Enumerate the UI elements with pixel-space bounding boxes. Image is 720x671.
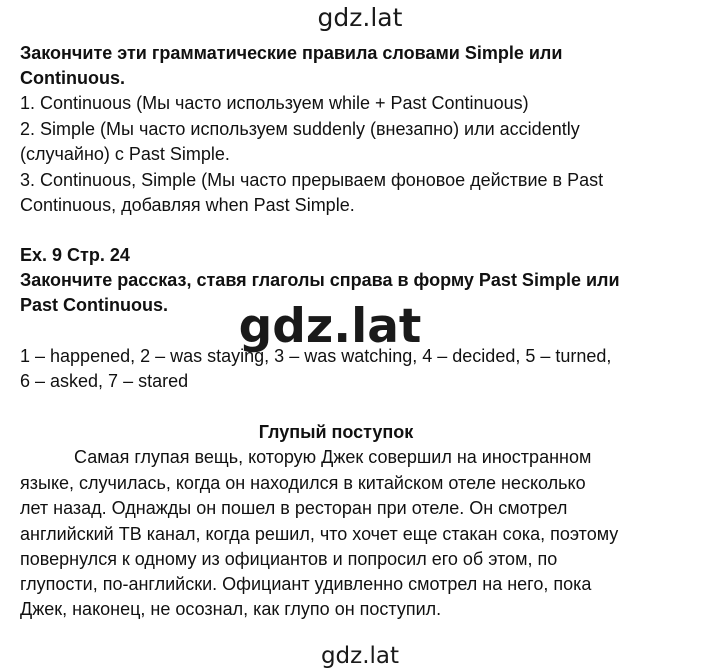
section1-heading-line-1: Закончите эти грамматические правила словами Simple или — [20, 43, 563, 63]
section2-answer-line-1: 1 – happened, 2 – was staying, 3 – was watching, 4 – decided, 5 – turned, — [20, 346, 612, 366]
story-title: Глупый поступок — [258, 422, 414, 442]
watermark-bottom: gdz.lat — [320, 643, 400, 669]
watermark-middle: gdz.lat — [238, 299, 422, 354]
section1-answer-line-3: (случайно) с Past Simple. — [20, 144, 230, 164]
section2-task-line-2: Past Continuous. — [20, 295, 168, 315]
story-line-2: языке, случилась, когда он находился в китайском отеле несколько — [20, 473, 586, 493]
watermark-top: gdz.lat — [317, 3, 403, 32]
section1-heading-line-2: Continuous. — [20, 68, 125, 88]
story-line-4: английский ТВ канал, когда решил, что хочет еще стакан сока, поэтому — [20, 524, 619, 544]
section1-answer-line-2: 2. Simple (Мы часто используем suddenly (внезапно) или accidently — [20, 119, 580, 139]
section2-answer-line-2: 6 – asked, 7 – stared — [20, 371, 189, 391]
section2-task-line-1: Закончите рассказ, ставя глаголы справа в форму Past Simple или — [20, 270, 620, 290]
story-line-1: Самая глупая вещь, которую Джек совершил на иностранном — [74, 447, 592, 467]
section1-answer-line-1: 1. Continuous (Мы часто используем while + Past Continuous) — [20, 93, 529, 113]
exercise-ref: Ex. 9 Стр. 24 — [20, 245, 130, 265]
story-line-3: лет назад. Однажды он пошел в ресторан при отеле. Он смотрел — [20, 498, 568, 518]
story-line-7: Джек, наконец, не осознал, как глупо он поступил. — [20, 599, 442, 619]
story-line-5: повернулся к одному из официантов и попросил его об этом, по — [20, 549, 558, 569]
story-line-6: глупости, по-английски. Официант удивленно смотрел на него, пока — [20, 574, 592, 594]
section1-answer-line-5: Continuous, добавляя when Past Simple. — [20, 195, 355, 215]
section1-answer-line-4: 3. Continuous, Simple (Мы часто прерываем фоновое действие в Past — [20, 170, 604, 190]
